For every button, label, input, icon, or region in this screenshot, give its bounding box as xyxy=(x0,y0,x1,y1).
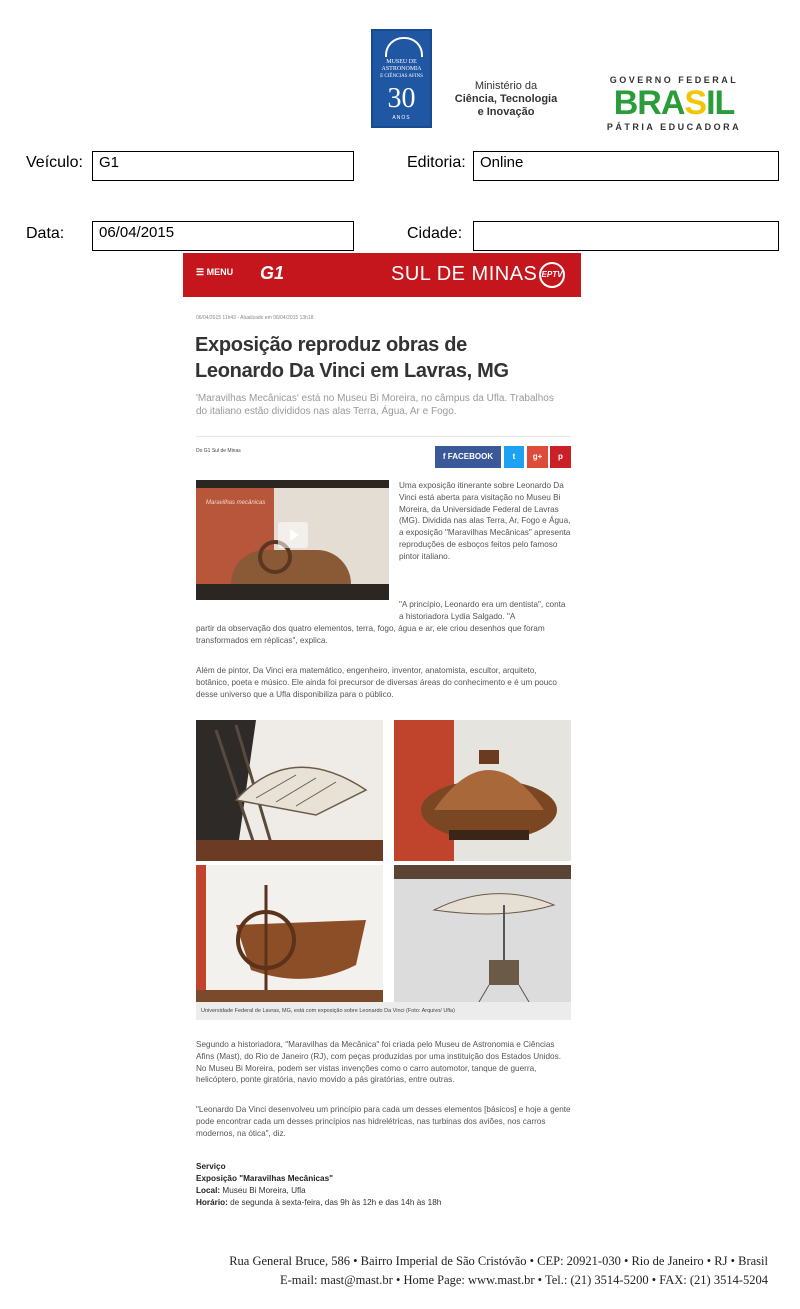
divider xyxy=(196,436,571,437)
cidade-label: Cidade: xyxy=(407,225,463,242)
cidade-field[interactable] xyxy=(473,221,779,251)
g1-logo[interactable]: G1 xyxy=(260,263,285,283)
paragraph-quote-start: "A princípio, Leonardo era um dentista", conta a historiadora Lydia Salgado. "A xyxy=(399,600,566,621)
facebook-share-button[interactable] xyxy=(435,446,501,468)
article-subtitle: 'Maravilhas Mecânicas' está no Museu Bi Moreira, no câmpus da Ufla. Trabalhos do italiano estão divididos nas alas Terra, Água, Ar e Fogo. xyxy=(196,393,554,417)
gov-brasil-wordmark xyxy=(590,85,758,121)
mast-logo-line: MUSEU DE xyxy=(386,59,417,65)
flying-machine-illustration xyxy=(196,720,383,861)
service-local-value: Museu Bi Moreira, Ufla xyxy=(220,1186,306,1195)
facebook-icon: f xyxy=(442,452,448,461)
gov-brasil-letter: R xyxy=(637,84,661,122)
veiculo-field[interactable]: G1 xyxy=(92,151,354,181)
google-plus-icon: g+ xyxy=(532,452,543,461)
paragraph-principles: "Leonardo Da Vinci desenvolveu um princípio para cada um desses elementos [básicos] e hoje a gente pode encontrar cada um desses princípios nas hidrelétricas, nas turbinas dos aviões, nos carros modernos, na ótica", diz. xyxy=(196,1105,571,1138)
mast-logo-years: 30 xyxy=(387,83,416,114)
ministry-line: Ministério da xyxy=(474,80,538,92)
paragraph-intro: Uma exposição itinerante sobre Leonardo Da Vinci está aberta para visitação no Museu Bi Moreira, da Universidade Federal de Lavras (MG). Dividida nas alas Terra, Ar, Fogo e Água, a exposição "Maravilhas Mecânicas" apresenta reproduções de esboços feitos pelo famoso pintor italiano. xyxy=(399,481,571,561)
footer-address xyxy=(150,1252,768,1290)
paragraph-biography: Além de pintor, Da Vinci era matemático, engenheiro, inventor, anatomista, escultor, arquiteto, botânico, poeta e músico. Ele ainda foi precursor de diversas áreas do conhecimento e é um pouco desse universo que a Ufla disponibiliza para o público. xyxy=(196,666,557,699)
service-hours xyxy=(196,1197,441,1209)
mast-logo-line: ASTRONOMIA xyxy=(381,66,422,72)
paddle-boat-illustration xyxy=(196,865,383,1002)
play-button[interactable] xyxy=(278,522,308,548)
gov-brasil-letter: L xyxy=(714,84,735,122)
photo-caption: Universidade Federal de Lavras, MG, está com exposição sobre Leonardo Da Vinci (Foto: Arquivo/ Ufla) xyxy=(196,1002,571,1020)
data-field[interactable]: 06/04/2015 xyxy=(92,221,354,251)
data-label: Data: xyxy=(26,225,65,242)
menu-button[interactable] xyxy=(196,267,233,278)
gov-brasil-letter: I xyxy=(706,84,715,122)
footer-line-contact: E-mail: mast@mast.br • Home Page: www.mast.br • Tel.: (21) 3514-5200 • FAX: (21) 3514-5204 xyxy=(279,1273,768,1287)
article-title: Exposição reproduz obras de Leonardo Da Vinci em Lavras, MG xyxy=(195,334,509,382)
paragraph-history: Segundo a historiadora, "Maravilhas da Mecânica" foi criada pelo Museu de Astronomia e Ciências Afins (Mast), do Rio de Janeiro (RJ), com peças produzidas por uma instituição dos Estados Unidos. No Museu Bi Moreira, podem ser vistas invenções como o carro automotor, tanque de guerra, helicóptero, ponte giratória, navio movido a pás giratórias, entre outras. xyxy=(196,1040,561,1085)
service-exhibit: Exposição "Maravilhas Mecânicas" xyxy=(196,1174,334,1183)
photo-armored-tank xyxy=(394,720,571,861)
editoria-field[interactable]: Online xyxy=(473,151,779,181)
ministry-line: e Inovação xyxy=(477,106,535,118)
gov-bottom-text: PÁTRIA EDUCADORA xyxy=(606,122,742,132)
veiculo-label: Veículo: xyxy=(26,154,83,171)
mast-30-anos-logo xyxy=(371,29,432,128)
service-local xyxy=(196,1185,441,1197)
twitter-share-button[interactable] xyxy=(504,446,524,468)
gov-brasil-letter: B xyxy=(613,84,638,122)
article-clipping xyxy=(183,253,581,1221)
gov-top-text: GOVERNO FEDERAL xyxy=(609,75,739,85)
ministry-line: Ciência, Tecnologia xyxy=(454,93,558,105)
google-plus-share-button[interactable] xyxy=(527,446,548,468)
gov-brasil-text xyxy=(614,84,735,122)
helicopter-illustration xyxy=(394,865,571,1002)
video-wall-caption: Maravilhas mecânicas xyxy=(206,500,266,506)
service-local-label: Local: xyxy=(196,1186,221,1195)
armored-tank-illustration xyxy=(394,720,571,861)
eptv-badge-icon: EPTV xyxy=(539,262,565,288)
pinterest-icon: p xyxy=(558,452,563,461)
hamburger-icon: ☰ xyxy=(196,267,205,277)
governo-federal-logo xyxy=(590,75,758,133)
video-player[interactable] xyxy=(196,480,389,600)
mast-logo-anos: ANOS xyxy=(392,115,411,121)
ministry-logo xyxy=(446,80,566,119)
photo-paddle-boat xyxy=(196,865,383,1002)
region-title: SUL DE MINAS xyxy=(391,263,538,285)
footer-line-address: Rua General Bruce, 586 • Bairro Imperial de São Cristóvão • CEP: 20921-030 • Rio de Janeiro • RJ • Brasil xyxy=(229,1254,768,1268)
article-timestamp: 06/04/2015 11h43 - Atualizado em 06/04/2015 13h18 xyxy=(196,315,314,321)
paragraph-quote-end: partir da observação dos quatro elementos, terra, fogo, água e ar, ele criou desenhos que foram transformados em réplicas", explica. xyxy=(196,624,545,645)
service-box xyxy=(196,1161,441,1209)
service-heading: Serviço xyxy=(196,1162,226,1171)
photo-flying-machine xyxy=(196,720,383,861)
article-byline: Do G1 Sul de Minas xyxy=(196,448,241,454)
g1-header-bar xyxy=(183,253,581,297)
gov-brasil-letter: S xyxy=(684,84,707,122)
menu-label: MENU xyxy=(206,267,234,277)
observatory-dome-icon xyxy=(385,37,423,57)
editoria-label: Editoria: xyxy=(407,154,466,171)
twitter-icon: t xyxy=(512,452,516,461)
gov-brasil-letter: A xyxy=(660,84,685,122)
service-hours-label: Horário: xyxy=(196,1198,228,1207)
pinterest-share-button[interactable] xyxy=(550,446,571,468)
mast-logo-line: E CIÊNCIAS AFINS xyxy=(380,74,423,79)
service-hours-value: de segunda à sexta-feira, das 9h às 12h e das 14h às 18h xyxy=(227,1198,442,1207)
photo-helicopter xyxy=(394,865,571,1002)
facebook-share-label: FACEBOOK xyxy=(447,452,494,461)
play-icon xyxy=(290,529,299,541)
